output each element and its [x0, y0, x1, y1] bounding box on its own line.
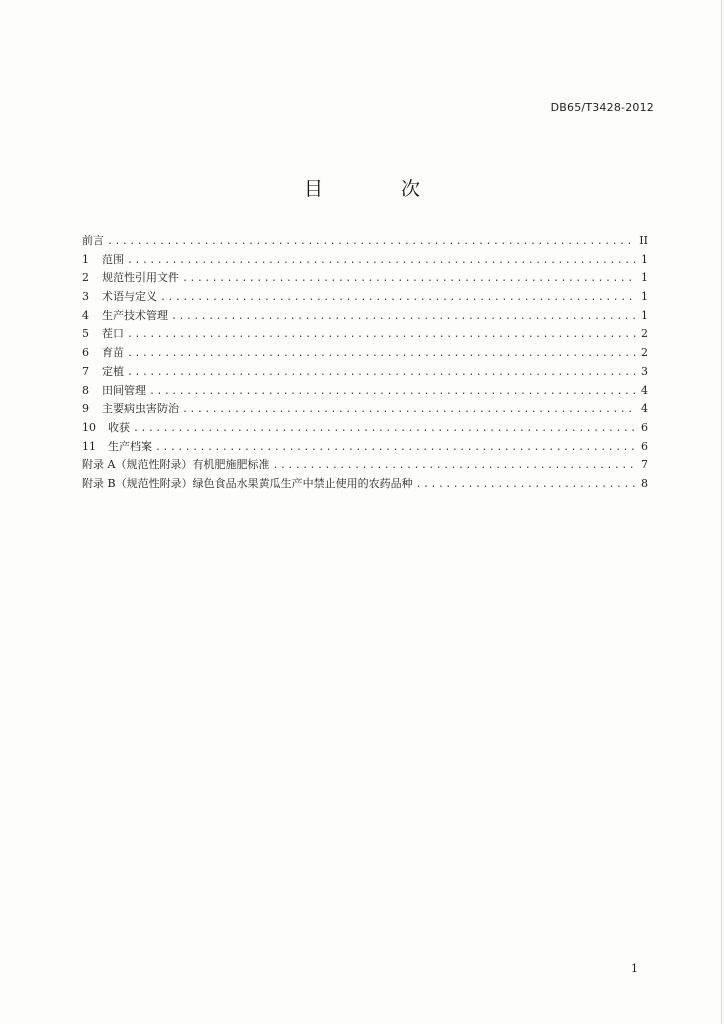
toc-entry-11[interactable] — [82, 438, 648, 457]
toc-leader-dots — [127, 348, 637, 359]
toc-entry-label: 附录 A（规范性附录）有机肥施肥标准 — [82, 458, 270, 472]
toc-entry-number: 11 — [82, 439, 96, 453]
page-edge-line — [721, 0, 722, 1024]
toc-entry-page: 3 — [641, 364, 648, 378]
toc-entry-page: 8 — [641, 476, 648, 490]
toc-entry-page: 4 — [641, 402, 648, 416]
toc-entry-appendix-b[interactable] — [82, 475, 648, 494]
toc-entry-preface[interactable] — [82, 232, 648, 251]
toc-entry-3[interactable] — [82, 288, 648, 307]
toc-entry-label: 术语与定义 — [102, 290, 157, 304]
toc-leader-dots — [127, 329, 637, 340]
toc-entry-page: 1 — [641, 252, 648, 266]
toc-entry-page: 2 — [641, 327, 648, 341]
toc-entry-label: 茬口 — [102, 327, 124, 341]
toc-entry-number: 4 — [82, 308, 89, 322]
toc-entry-number: 6 — [82, 346, 89, 360]
toc-entry-4[interactable] — [82, 307, 648, 326]
toc-entry-label: 主要病虫害防治 — [102, 402, 179, 416]
toc-leader-dots — [127, 367, 637, 378]
toc-entry-page: 1 — [641, 290, 648, 304]
toc-entry-number: 3 — [82, 290, 89, 304]
page-title: 目 次 — [303, 178, 457, 200]
toc-entry-number: 7 — [82, 364, 89, 378]
toc-entry-number: 5 — [82, 327, 89, 341]
toc-leader-dots — [182, 404, 637, 415]
document-code: DB65/T3428-2012 — [550, 101, 654, 114]
toc-entry-label: 规范性引用文件 — [102, 271, 179, 285]
toc-entry-label: 收获 — [108, 420, 130, 434]
toc-entry-page: 7 — [641, 458, 648, 472]
toc-entry-number: 8 — [82, 383, 89, 397]
toc-leader-dots — [416, 479, 637, 490]
toc-entry-page: 6 — [641, 420, 648, 434]
table-of-contents — [82, 232, 648, 494]
toc-entry-number: 2 — [82, 271, 89, 285]
toc-leader-dots — [182, 273, 637, 284]
toc-entry-7[interactable] — [82, 363, 648, 382]
toc-leader-dots — [272, 460, 637, 471]
toc-leader-dots — [160, 292, 637, 303]
toc-entry-page: 1 — [641, 271, 648, 285]
toc-leader-dots — [127, 255, 637, 266]
toc-entry-number: 9 — [82, 402, 89, 416]
toc-entry-page: II — [639, 234, 648, 247]
toc-leader-dots — [107, 236, 636, 247]
toc-entry-label: 生产技术管理 — [102, 308, 168, 322]
toc-entry-label: 生产档案 — [108, 439, 152, 453]
page-number: 1 — [631, 962, 638, 975]
toc-entry-label: 定植 — [102, 364, 124, 378]
toc-entry-5[interactable] — [82, 325, 648, 344]
toc-entry-label: 附录 B（规范性附录）绿色食品水果黄瓜生产中禁止使用的农药品种 — [82, 476, 413, 490]
toc-entry-2[interactable] — [82, 269, 648, 288]
toc-leader-dots — [155, 442, 637, 453]
toc-entry-9[interactable] — [82, 400, 648, 419]
toc-entry-appendix-a[interactable] — [82, 456, 648, 475]
toc-entry-label: 育苗 — [102, 346, 124, 360]
toc-entry-6[interactable] — [82, 344, 648, 363]
toc-entry-1[interactable] — [82, 251, 648, 270]
toc-entry-8[interactable] — [82, 382, 648, 401]
toc-entry-10[interactable] — [82, 419, 648, 438]
toc-entry-page: 1 — [641, 308, 648, 322]
toc-entry-label: 范围 — [102, 252, 124, 266]
toc-entry-number: 10 — [82, 420, 96, 434]
toc-entry-page: 2 — [641, 346, 648, 360]
toc-entry-label: 前言 — [82, 234, 104, 247]
toc-leader-dots — [171, 311, 637, 322]
toc-leader-dots — [149, 386, 637, 397]
toc-entry-page: 4 — [641, 383, 648, 397]
toc-entry-label: 田间管理 — [102, 383, 146, 397]
toc-leader-dots — [133, 423, 637, 434]
toc-entry-page: 6 — [641, 439, 648, 453]
toc-entry-number: 1 — [82, 252, 89, 266]
